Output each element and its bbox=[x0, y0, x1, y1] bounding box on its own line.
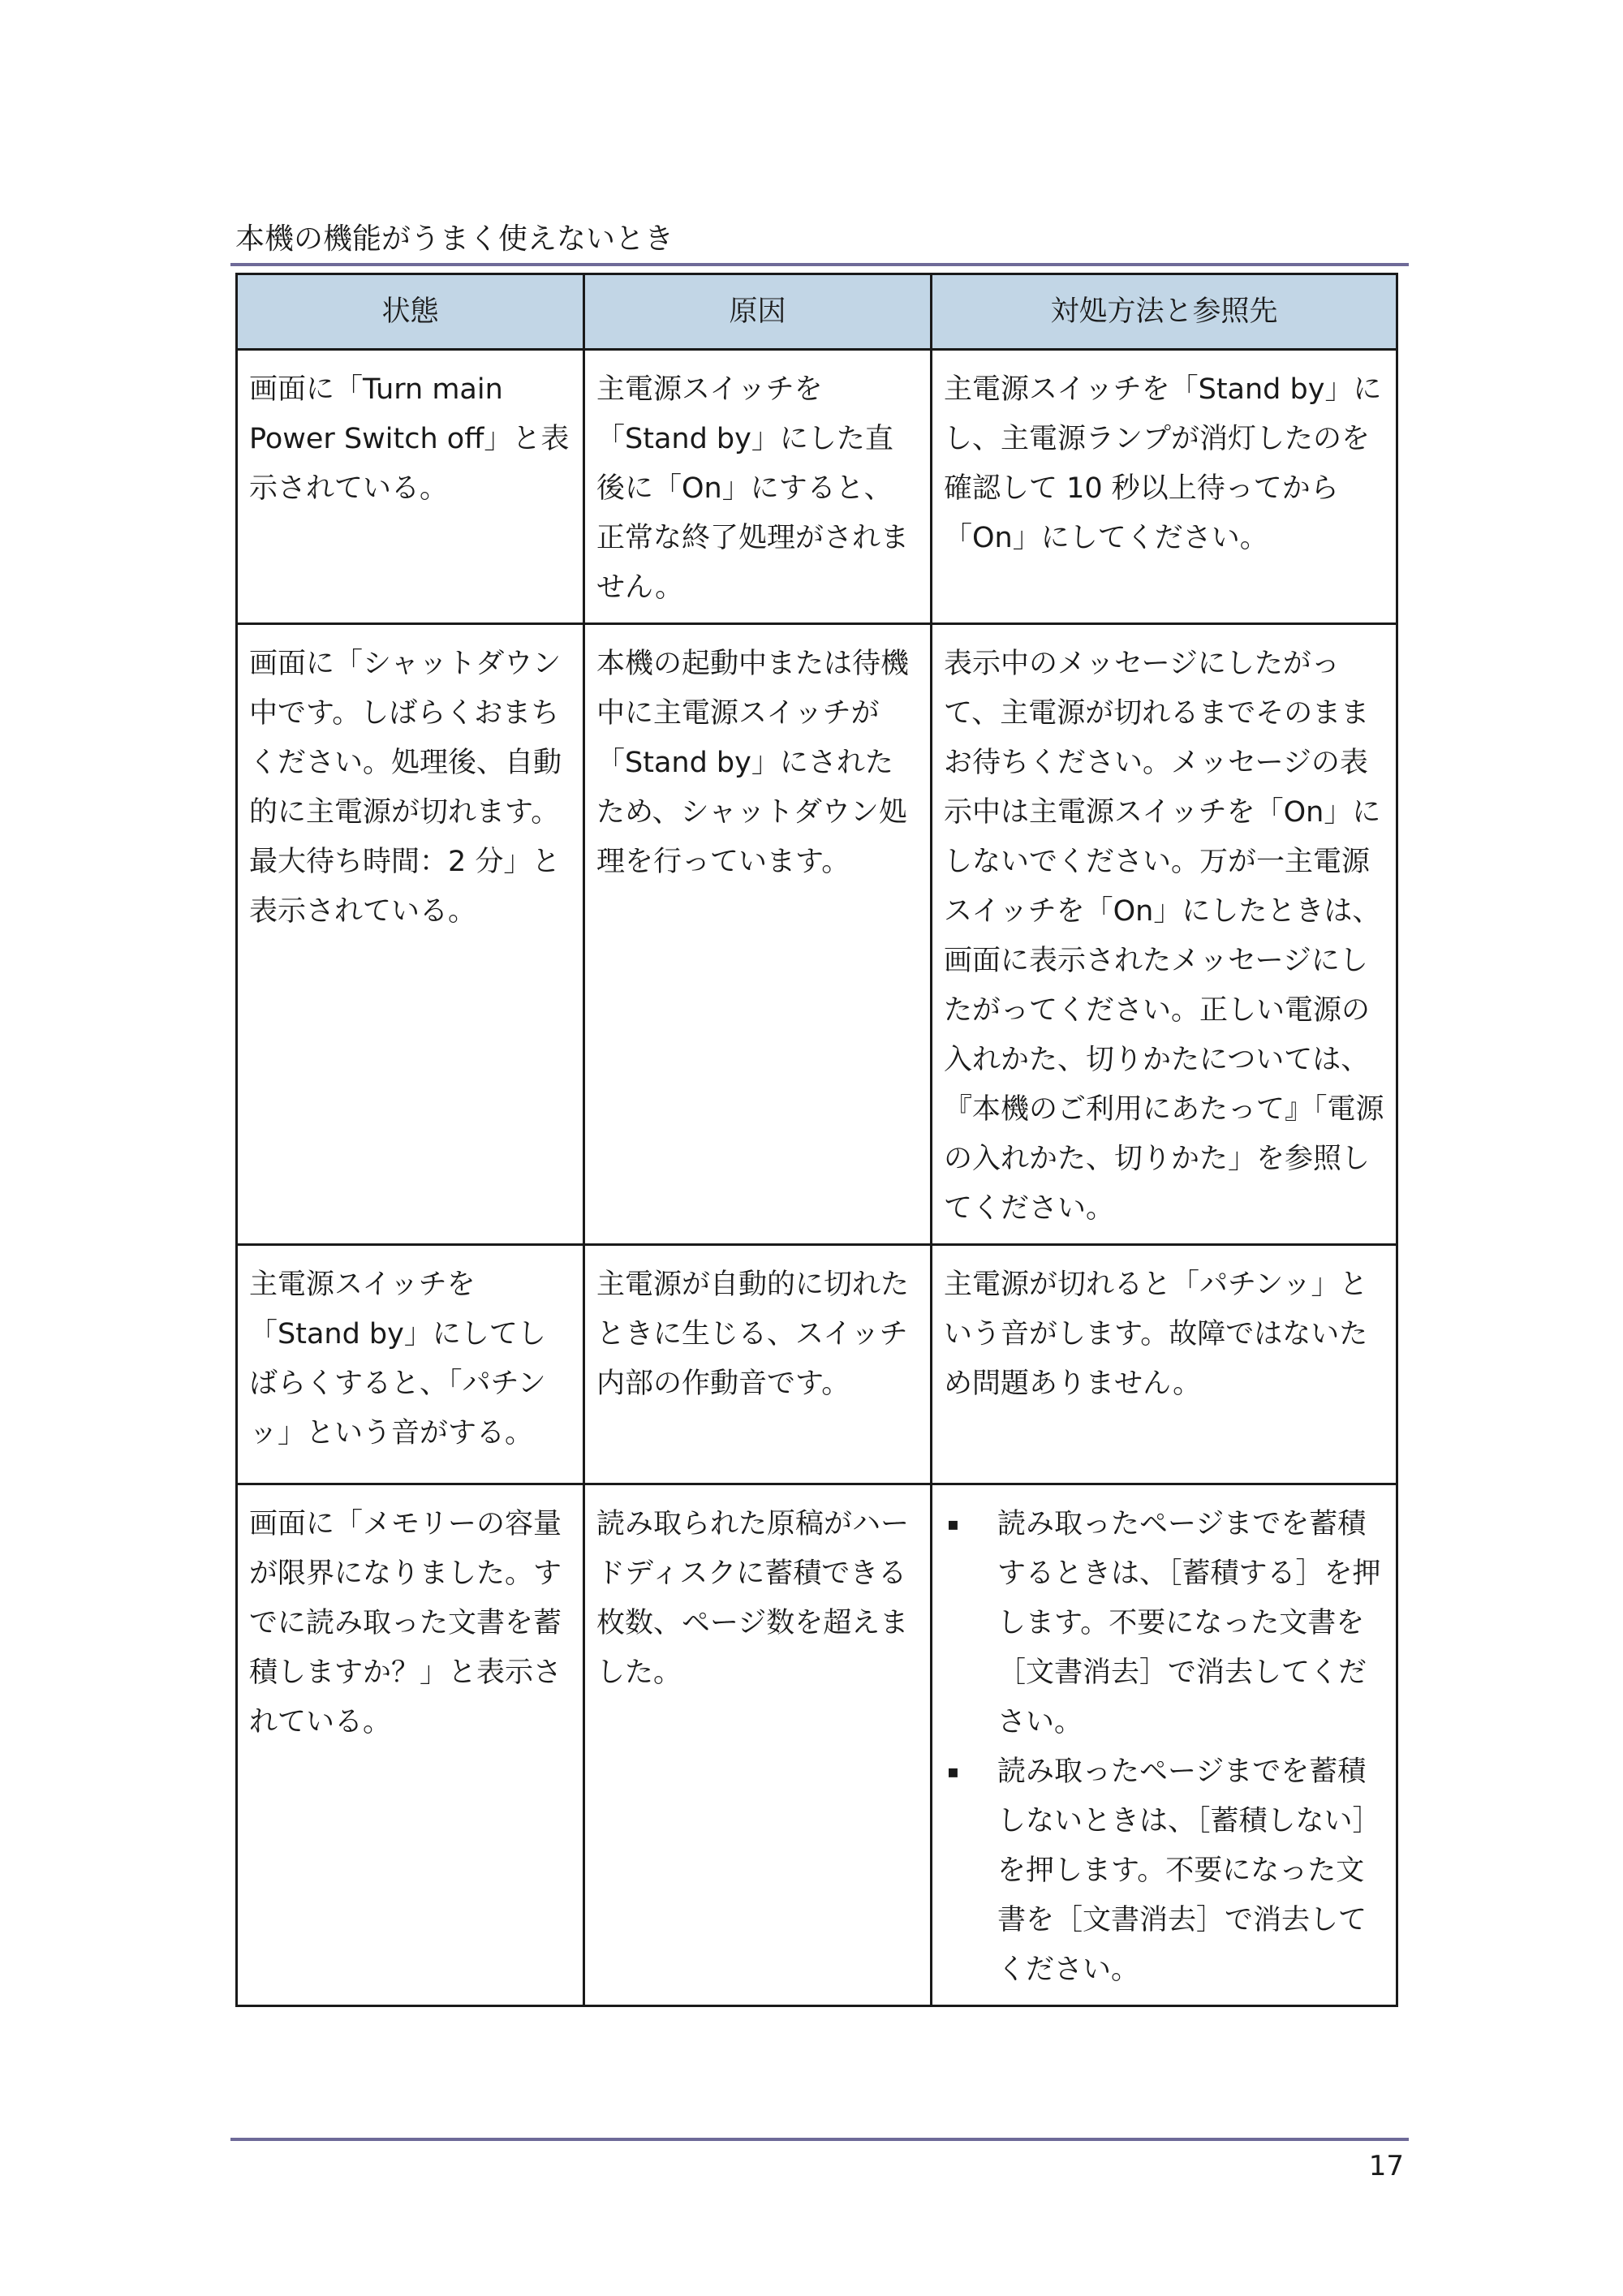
state-cell: 画面に「メモリーの容量が限界になりました。すでに読み取った文書を蓄積しますか？」と表示されている。 bbox=[237, 1484, 584, 2006]
solution-bullet-list bbox=[944, 1500, 1384, 1995]
cause-cell: 主電源が自動的に切れたときに生じる、スイッチ内部の作動音です。 bbox=[584, 1245, 932, 1484]
table-header-row bbox=[237, 274, 1397, 350]
cause-cell: 本機の起動中または待機中に主電源スイッチが「Stand by」にされたため、シャットダウン処理を行っています。 bbox=[584, 624, 932, 1245]
table-row bbox=[237, 1245, 1397, 1484]
table-row bbox=[237, 624, 1397, 1245]
cause-cell: 主電源スイッチを「Stand by」にした直後に「On」にすると、正常な終了処理がされません。 bbox=[584, 350, 932, 624]
table-row bbox=[237, 350, 1397, 624]
state-cell: 画面に「Turn main Power Switch off」と表示されている。 bbox=[237, 350, 584, 624]
header-solution: 対処方法と参照先 bbox=[932, 274, 1397, 350]
solution-cell: 表示中のメッセージにしたがって、主電源が切れるまでそのままお待ちください。メッセージの表示中は主電源スイッチを「On」にしないでください。万が一主電源スイッチを「On」にしたときは、画面に表示されたメッセージにしたがってください。正しい電源の入れかた、切りかたについては、『本機のご利用にあたって』「電源の入れかた、切りかた」を参照してください。 bbox=[932, 624, 1397, 1245]
header-state: 状態 bbox=[237, 274, 584, 350]
troubleshooting-table bbox=[235, 273, 1398, 2007]
section-title: 本機の機能がうまく使えないとき bbox=[235, 222, 674, 256]
solution-bullet-item bbox=[944, 1747, 1384, 1995]
troubleshooting-table-container bbox=[235, 273, 1398, 2007]
table-row bbox=[237, 1484, 1397, 2006]
footer-divider bbox=[230, 2138, 1409, 2141]
square-bullet-icon: ▪ bbox=[947, 1514, 959, 1535]
square-bullet-icon: ▪ bbox=[947, 1762, 959, 1782]
solution-cell bbox=[932, 1484, 1397, 2006]
cause-cell: 読み取られた原稿がハードディスクに蓄積できる枚数、ページ数を超えました。 bbox=[584, 1484, 932, 2006]
state-cell: 画面に「シャットダウン中です。しばらくおまちください。処理後、自動的に主電源が切れます。最大待ち時間：2 分」と表示されている。 bbox=[237, 624, 584, 1245]
header-cause: 原因 bbox=[584, 274, 932, 350]
state-cell: 主電源スイッチを「Stand by」にしてしばらくすると、「パチンッ」という音がする。 bbox=[237, 1245, 584, 1484]
page-number: 17 bbox=[1368, 2150, 1404, 2182]
title-divider bbox=[230, 263, 1409, 266]
solution-bullet-text: 読み取ったページまでを蓄積しないときは、［蓄積しない］を押します。不要になった文書を［文書消去］で消去してください。 bbox=[997, 1755, 1381, 1986]
solution-bullet-item bbox=[944, 1500, 1384, 1747]
solution-cell: 主電源スイッチを「Stand by」にし、主電源ランプが消灯したのを確認して 10 秒以上待ってから「On」にしてください。 bbox=[932, 350, 1397, 624]
solution-cell: 主電源が切れると「パチンッ」という音がします。故障ではないため問題ありません。 bbox=[932, 1245, 1397, 1484]
solution-bullet-text: 読み取ったページまでを蓄積するときは、［蓄積する］を押します。不要になった文書を［文書消去］で消去してください。 bbox=[997, 1508, 1381, 1738]
